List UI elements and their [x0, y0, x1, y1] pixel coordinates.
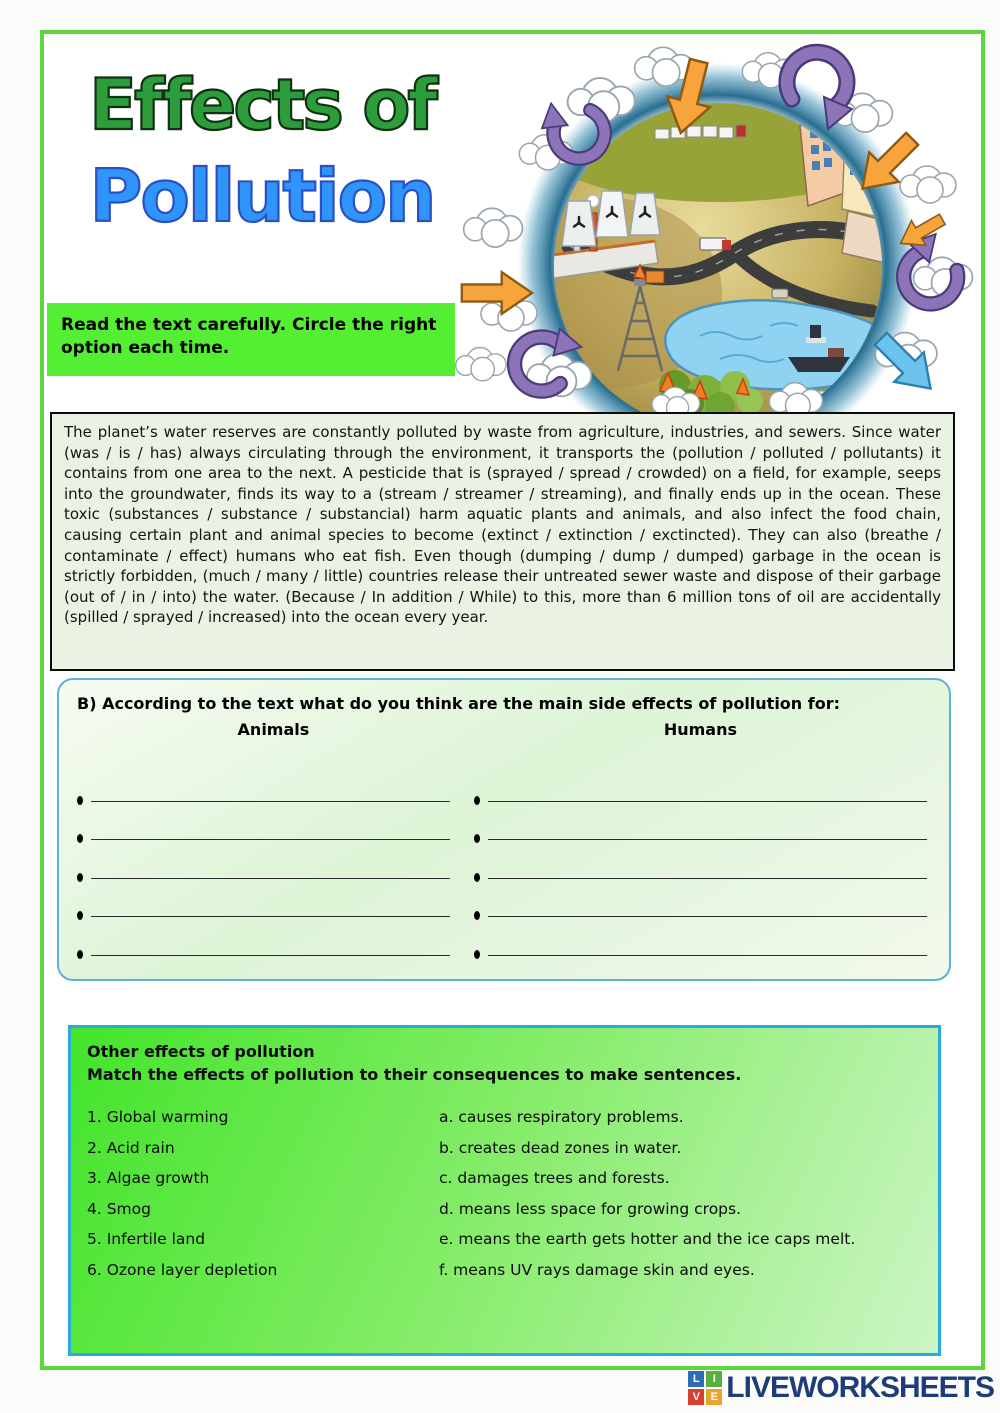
bullet-icon	[77, 834, 83, 843]
page-title-line1: Effects of	[89, 64, 435, 146]
answer-line-humans[interactable]	[488, 866, 927, 879]
matching-row	[87, 1224, 922, 1255]
matching-consequence-item[interactable]: b. creates dead zones in water.	[439, 1138, 682, 1157]
matching-cause-item[interactable]: 3. Algae growth	[87, 1169, 210, 1187]
answer-line-animals[interactable]	[91, 943, 450, 956]
liveworksheets-logo-text: LIVEWORKSHEETS	[726, 1371, 994, 1404]
matching-row	[87, 1255, 922, 1286]
page-title-line2: Pollution	[89, 154, 435, 238]
instruction-text: Read the text carefully. Circle the right option each time.	[61, 315, 437, 358]
matching-list	[87, 1102, 922, 1285]
matching-section-box	[68, 1025, 941, 1356]
instruction-box	[47, 303, 455, 376]
matching-consequence-item[interactable]: e. means the earth gets hotter and the ice caps melt.	[439, 1230, 856, 1248]
liveworksheets-logo-icon	[688, 1371, 722, 1405]
answer-line-humans[interactable]	[488, 827, 927, 840]
logo-square-v: V	[688, 1389, 704, 1405]
matching-consequence-item[interactable]: d. means less space for growing crops.	[439, 1199, 742, 1218]
matching-row	[87, 1102, 922, 1133]
answer-line-animals[interactable]	[91, 866, 450, 879]
logo-square-l: L	[688, 1371, 704, 1387]
earth-pollution-illustration	[450, 40, 985, 414]
matching-cause-item[interactable]: 4. Smog	[87, 1199, 151, 1218]
bullet-icon	[77, 911, 83, 920]
matching-row	[87, 1163, 922, 1194]
bullet-icon	[474, 873, 480, 882]
answer-row	[77, 763, 931, 802]
bullet-icon	[474, 796, 480, 805]
matching-cause-item[interactable]: 5. Infertile land	[87, 1230, 206, 1248]
answer-lines	[77, 763, 931, 956]
logo-square-e: E	[706, 1389, 722, 1405]
section-b-box	[57, 678, 951, 981]
answer-row	[77, 802, 931, 841]
column-label-humans: Humans	[663, 720, 737, 739]
column-label-animals: Animals	[237, 720, 310, 739]
matching-instruction: Match the effects of pollution to their consequences to make sentences.	[87, 1065, 742, 1084]
matching-cause-item[interactable]: 6. Ozone layer depletion	[87, 1260, 278, 1279]
matching-row	[87, 1194, 922, 1225]
bullet-icon	[474, 950, 480, 959]
section-b-header: B) According to the text what do you think are the main side effects of pollution for:	[77, 694, 840, 713]
reading-passage-box	[50, 412, 955, 671]
answer-row	[77, 879, 931, 918]
answer-row	[77, 917, 931, 956]
matching-consequence-item[interactable]: c. damages trees and forests.	[439, 1169, 670, 1187]
matching-cause-item[interactable]: 1. Global warming	[87, 1108, 229, 1126]
bullet-icon	[77, 796, 83, 805]
matching-consequence-item[interactable]: a. causes respiratory problems.	[439, 1108, 684, 1126]
matching-row	[87, 1133, 922, 1164]
matching-title: Other effects of pollution	[87, 1042, 315, 1061]
answer-line-humans[interactable]	[488, 904, 927, 917]
page-title	[62, 58, 462, 240]
bullet-icon	[77, 950, 83, 959]
logo-square-i: I	[706, 1371, 722, 1387]
matching-consequence-item[interactable]: f. means UV rays damage skin and eyes.	[439, 1260, 755, 1279]
answer-row	[77, 840, 931, 879]
answer-line-humans[interactable]	[488, 943, 927, 956]
answer-line-animals[interactable]	[91, 827, 450, 840]
matching-cause-item[interactable]: 2. Acid rain	[87, 1138, 175, 1157]
answer-line-humans[interactable]	[488, 789, 927, 802]
reading-passage[interactable]: The planet’s water reserves are constantly polluted by waste from agriculture, industries, and sewers. Since water (was / is / has) always circulating through the environment, it transports the (pollution / polluted / pollutants) it contains from one area to the next. A pesticide that is (sprayed / spread / crowded) on a field, for example, seeps into the groundwater, finds its way to a (stream / streamer / streaming), and finally ends up in the ocean. These toxic (substances / substance / substancial) harm aquatic plants and animals, and also infect the food chain, causing certain plant and animal species to become (extinct / extinction / exctincted). They can also (breathe / contaminate / effect) humans who eat fish. Even though (dumping / dump / dumped) garbage in the ocean is strictly forbidden, (much / many / little) countries release their untreated sewer waste and dispose of their garbage (out of / in / into) the water. (Because / In addition / While) to this, more than 6 million tons of oil are accidentally (spilled / sprayed / increased) into the ocean every year.	[64, 423, 941, 627]
bullet-icon	[77, 873, 83, 882]
answer-line-animals[interactable]	[91, 789, 450, 802]
liveworksheets-logo[interactable]	[688, 1371, 994, 1405]
answer-line-animals[interactable]	[91, 904, 450, 917]
